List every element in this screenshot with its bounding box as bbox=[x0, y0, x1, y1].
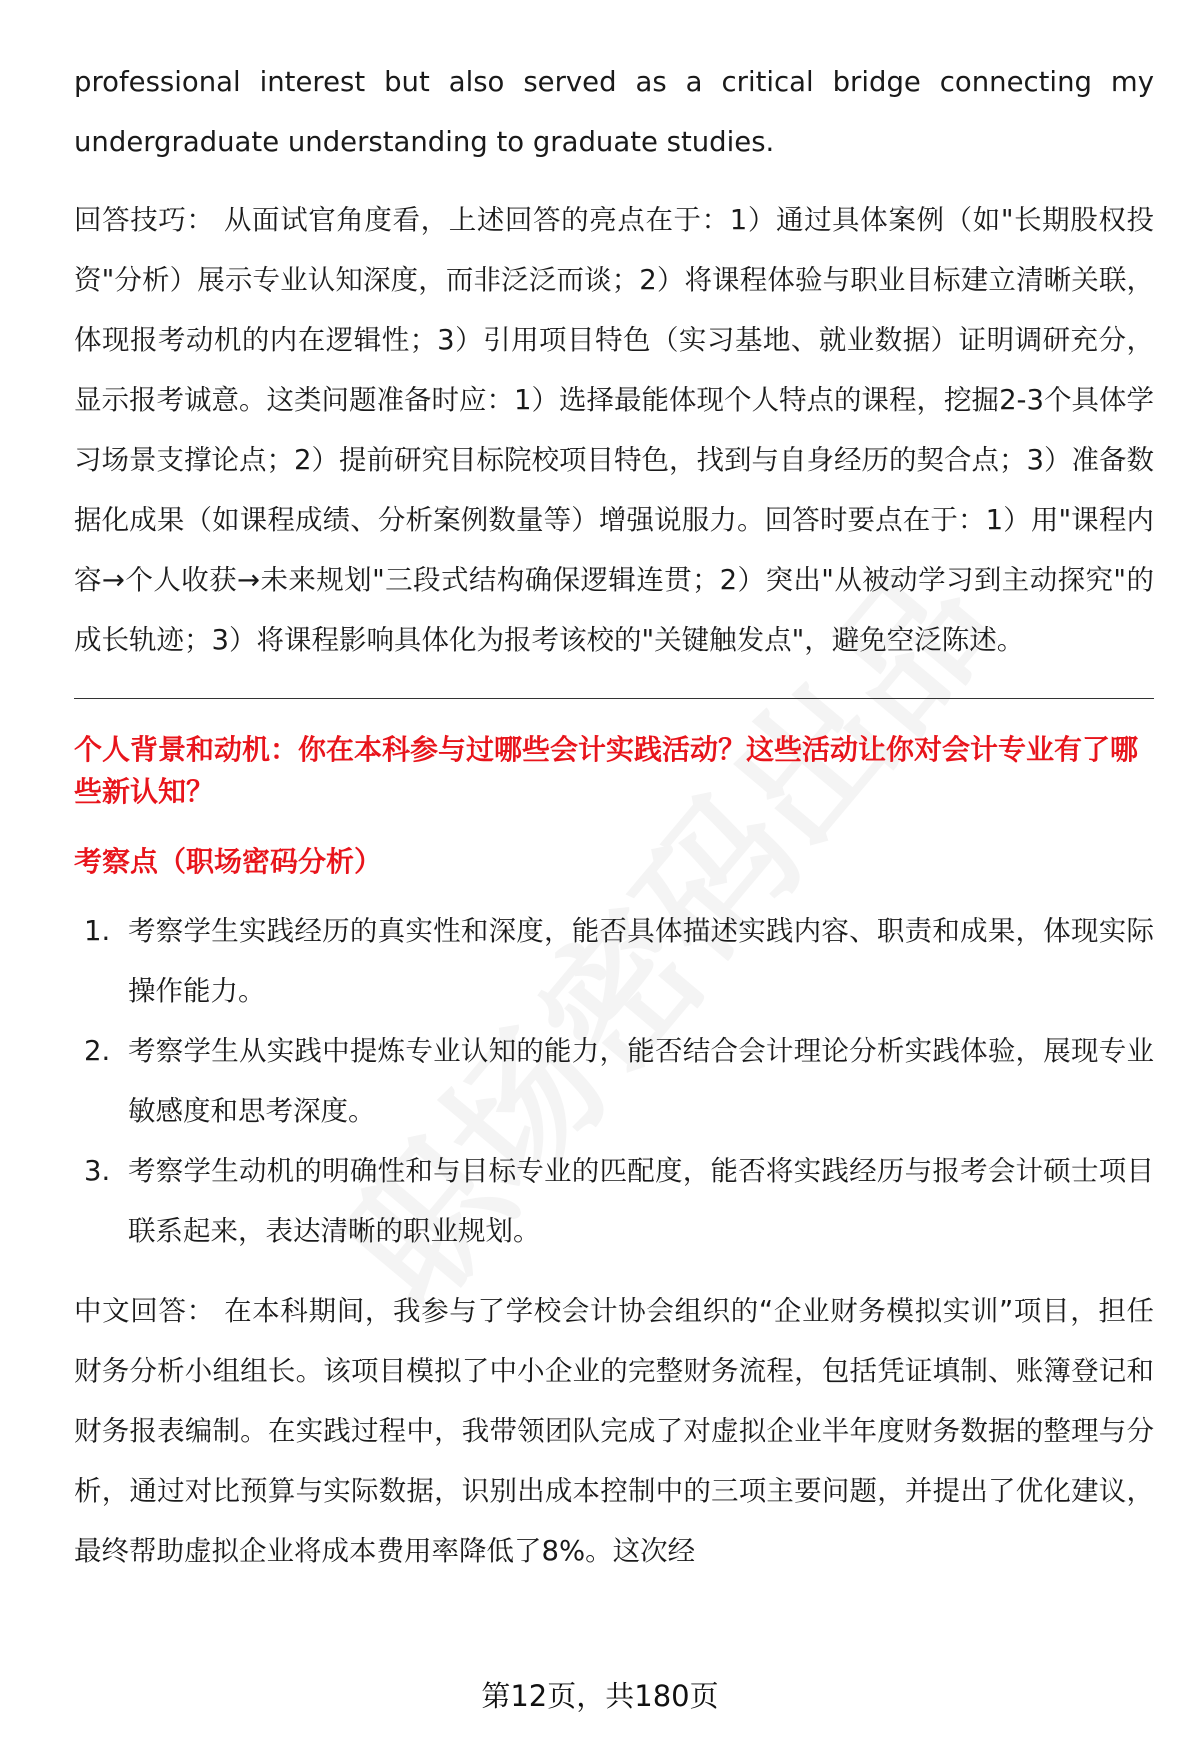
chinese-answer-paragraph: 中文回答： 在本科期间，我参与了学校会计协会组织的“企业财务模拟实训”项目，担任财务分析小组组长。该项目模拟了中小企业的完整财务流程，包括凭证填制、账簿登记和财务报表编制。在实践过程中，我带领团队完成了对虚拟企业半年度财务数据的整理与分析，通过对比预算与实际数据，识别出成本控制中的三项主要问题，并提出了优化建议，最终帮助虚拟企业将成本费用率降低了8%。这次经 bbox=[74, 1295, 1154, 1567]
section-title: 考察点（职场密码分析） bbox=[74, 845, 383, 878]
list-item-text: 考察学生实践经历的真实性和深度，能否具体描述实践内容、职责和成果，体现实际操作能力。 bbox=[128, 915, 1154, 1007]
list-item bbox=[74, 901, 1154, 1021]
list-item-number: 2. bbox=[84, 1035, 111, 1067]
list-item-text: 考察学生从实践中提炼专业认知的能力，能否结合会计理论分析实践体验，展现专业敏感度和思考深度。 bbox=[128, 1035, 1154, 1127]
list-item-text: 考察学生动机的明确性和与目标专业的匹配度，能否将实践经历与报考会计硕士项目联系起来，表达清晰的职业规划。 bbox=[128, 1155, 1154, 1247]
section-divider bbox=[74, 698, 1154, 699]
intro-english-paragraph: professional interest but also served as a critical bridge connecting my undergraduate understanding to graduate studies. bbox=[74, 66, 1154, 158]
list-item-number: 1. bbox=[84, 915, 111, 947]
document-page bbox=[74, 52, 1154, 1581]
list-item-number: 3. bbox=[84, 1155, 111, 1187]
list-item bbox=[74, 1141, 1154, 1261]
page-footer: 第12页，共180页 bbox=[481, 1679, 719, 1713]
answer-tips-paragraph: 回答技巧： 从面试官角度看，上述回答的亮点在于：1）通过具体案例（如"长期股权投资"分析）展示专业认知深度，而非泛泛而谈；2）将课程体验与职业目标建立清晰关联，体现报考动机的内在逻辑性；3）引用项目特色（实习基地、就业数据）证明调研充分，显示报考诚意。这类问题准备时应：1）选择最能体现个人特点的课程，挖掘2-3个具体学习场景支撑论点；2）提前研究目标院校项目特色，找到与自身经历的契合点；3）准备数据化成果（如课程成绩、分析案例数量等）增强说服力。回答时要点在于：1）用"课程内容→个人收获→未来规划"三段式结构确保逻辑连贯；2）突出"从被动学习到主动探究"的成长轨迹；3）将课程影响具体化为报考该校的"关键触发点"，避免空泛陈述。 bbox=[74, 204, 1154, 656]
assessment-points-list bbox=[74, 901, 1154, 1261]
list-item bbox=[74, 1021, 1154, 1141]
question-heading: 个人背景和动机：你在本科参与过哪些会计实践活动？这些活动让你对会计专业有了哪些新认知？ bbox=[74, 733, 1139, 808]
